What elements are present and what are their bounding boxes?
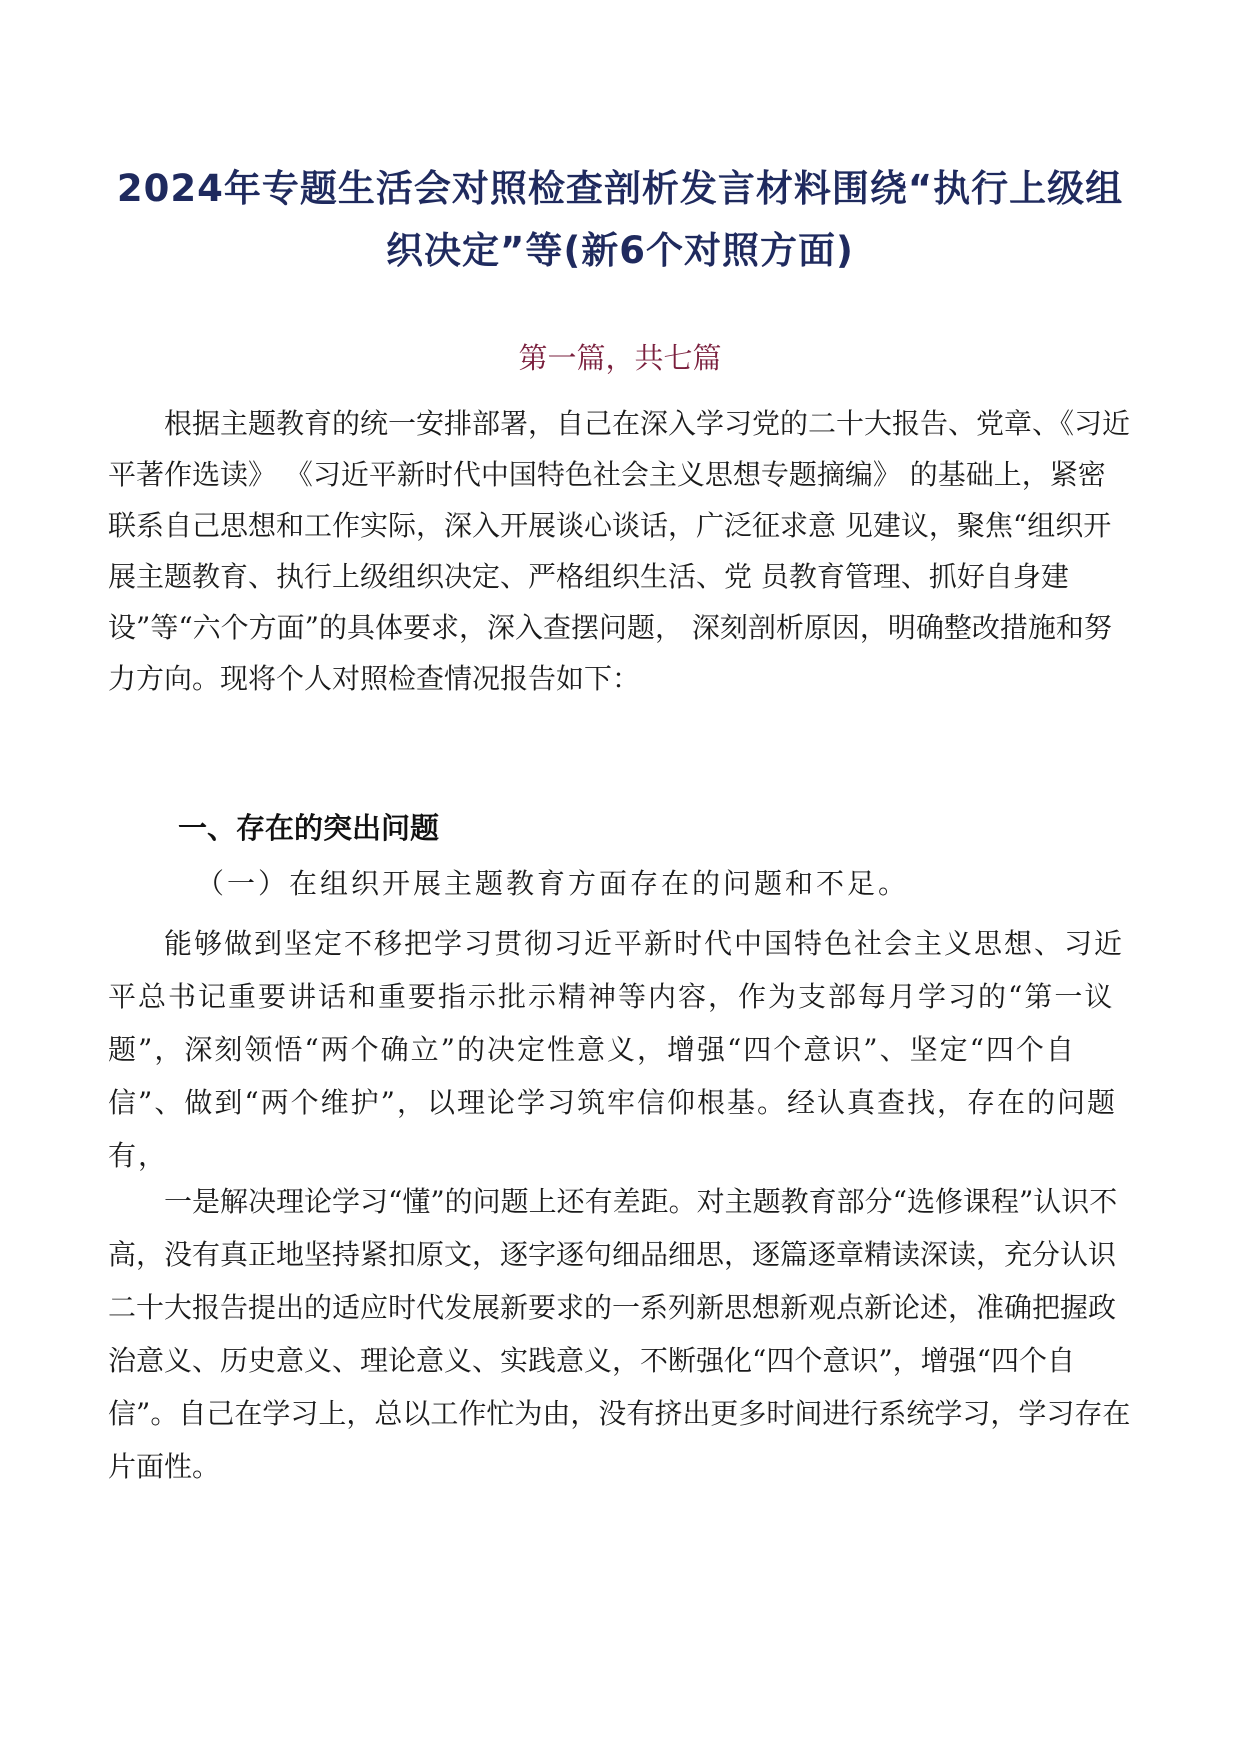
subsection-heading: （一）在组织开展主题教育方面存在的问题和不足。 [196, 867, 910, 900]
body-paragraph-2 [108, 917, 1132, 1182]
section-heading: 一、存在的突出问题 [178, 811, 440, 845]
document-subtitle: 第一篇，共七篇 [518, 341, 722, 375]
intro-paragraph-text: 根据主题教育的统一安排部署，自己在深入学习党的二十大报告、党章、《习近平著作选读》 《习近平新时代中国特色社会主义思想专题摘编》 的基础上，紧密联系自己思想和工作实际，深入开展谈心谈话，广泛征求意 见建议，聚焦“组织开展主题教育、执行上级组织决定、严格组织生活、党 员教育管理、抓好自身建设”等“六个方面”的具体要求，深入查摆问题， 深刻剖析原因，明确整改措施和努力方向。现将个人对照检查情况报告如下： [108, 407, 1131, 695]
body-paragraph-3 [108, 1175, 1132, 1493]
body-paragraph-3-text: 一是解决理论学习“懂”的问题上还有差距。对主题教育部分“选修课程”认识不高，没有真正地坚持紧扣原文，逐字逐句细品细思，逐篇逐章精读深读，充分认识二十大报告提出的适应时代发展新要求的一系列新思想新观点新论述，准确把握政治意义、历史意义、理论意义、实践意义，不断强化“四个意识”，增强“四个自信”。自己在学习上，总以工作忙为由，没有挤出更多时间进行系统学习，学习存在片面性。 [108, 1185, 1131, 1483]
body-paragraph-2-text: 能够做到坚定不移把学习贯彻习近平新时代中国特色社会主义思想、习近平总书记重要讲话和重要指示批示精神等内容，作为支部每月学习的“第一议题”，深刻领悟“两个确立”的决定性意义，增强“四个意识”、坚定“四个自信”、做到“两个维护”，以理论学习筑牢信仰根基。经认真查找，存在的问题有， [108, 927, 1125, 1172]
intro-paragraph [108, 398, 1132, 704]
document-title: 2024年专题生活会对照检查剖析发言材料围绕“执行上级组织决定”等(新6个对照方面) [116, 167, 1124, 272]
